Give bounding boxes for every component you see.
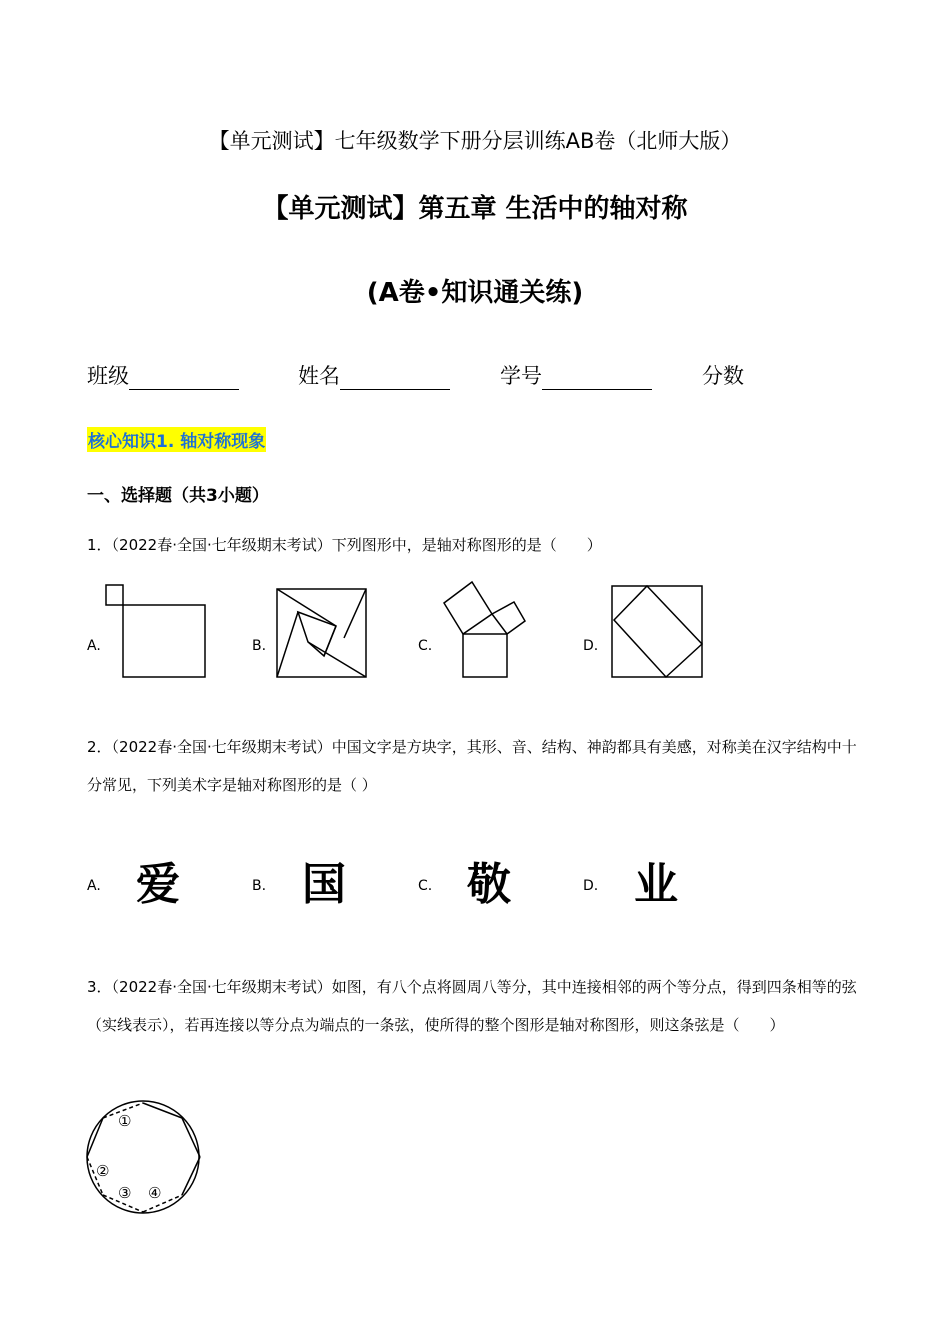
figure-b <box>277 589 366 677</box>
question-1-text: 1．（2022春·全国·七年级期末考试）下列图形中，是轴对称图形的是（ ） <box>87 536 602 554</box>
figure-c <box>444 582 525 677</box>
label-4: ④ <box>148 1184 162 1202</box>
figure-a <box>106 585 205 677</box>
char-ye: 业 <box>634 859 678 910</box>
score-label: 分数 <box>702 364 744 388</box>
chapter-title: 【单元测试】第五章 生活中的轴对称 <box>262 194 688 224</box>
class-label: 班级 <box>87 364 129 388</box>
knowledge-tag: 核心知识1. 轴对称现象 <box>87 427 266 452</box>
q1-option-c: C. <box>418 638 433 654</box>
q1-option-b: B. <box>252 638 267 654</box>
q1-option-d: D. <box>583 638 599 654</box>
label-3: ③ <box>118 1184 132 1202</box>
question-2-text: 2．（2022春·全国·七年级期末考试）中国文字是方块字，其形、音、结构、神韵都具有美感，对称美在汉字结构中十分常见，下列美术字是轴对称图形的是（ ） <box>87 738 857 794</box>
series-title: 【单元测试】七年级数学下册分层训练AB卷（北师大版） <box>208 129 742 153</box>
id-label: 学号 <box>500 364 542 388</box>
q2-option-b: B. <box>252 878 267 894</box>
q2-option-a: A. <box>87 878 101 894</box>
char-ai: 爱 <box>136 859 180 910</box>
q2-option-c: C. <box>418 878 433 894</box>
name-label: 姓名 <box>298 364 340 388</box>
section-title: 一、选择题（共3小题） <box>87 486 269 506</box>
paper-type: (A卷•知识通关练) <box>366 278 584 308</box>
label-1: ① <box>118 1112 132 1130</box>
figure-d <box>612 586 702 677</box>
char-jing: 敬 <box>467 859 511 910</box>
q1-option-a: A. <box>87 638 101 654</box>
label-2: ② <box>96 1162 110 1180</box>
circle-figure <box>80 1095 210 1220</box>
q2-option-d: D. <box>583 878 599 894</box>
char-guo: 国 <box>302 859 346 910</box>
question-3-text: 3．（2022春·全国·七年级期末考试）如图，有八个点将圆周八等分，其中连接相邻的两个等分点，得到四条相等的弦（实线表示），若再连接以等分点为端点的一条弦，使所得的整个图形是轴对称图形，则这条弦是（ ） <box>87 978 857 1034</box>
